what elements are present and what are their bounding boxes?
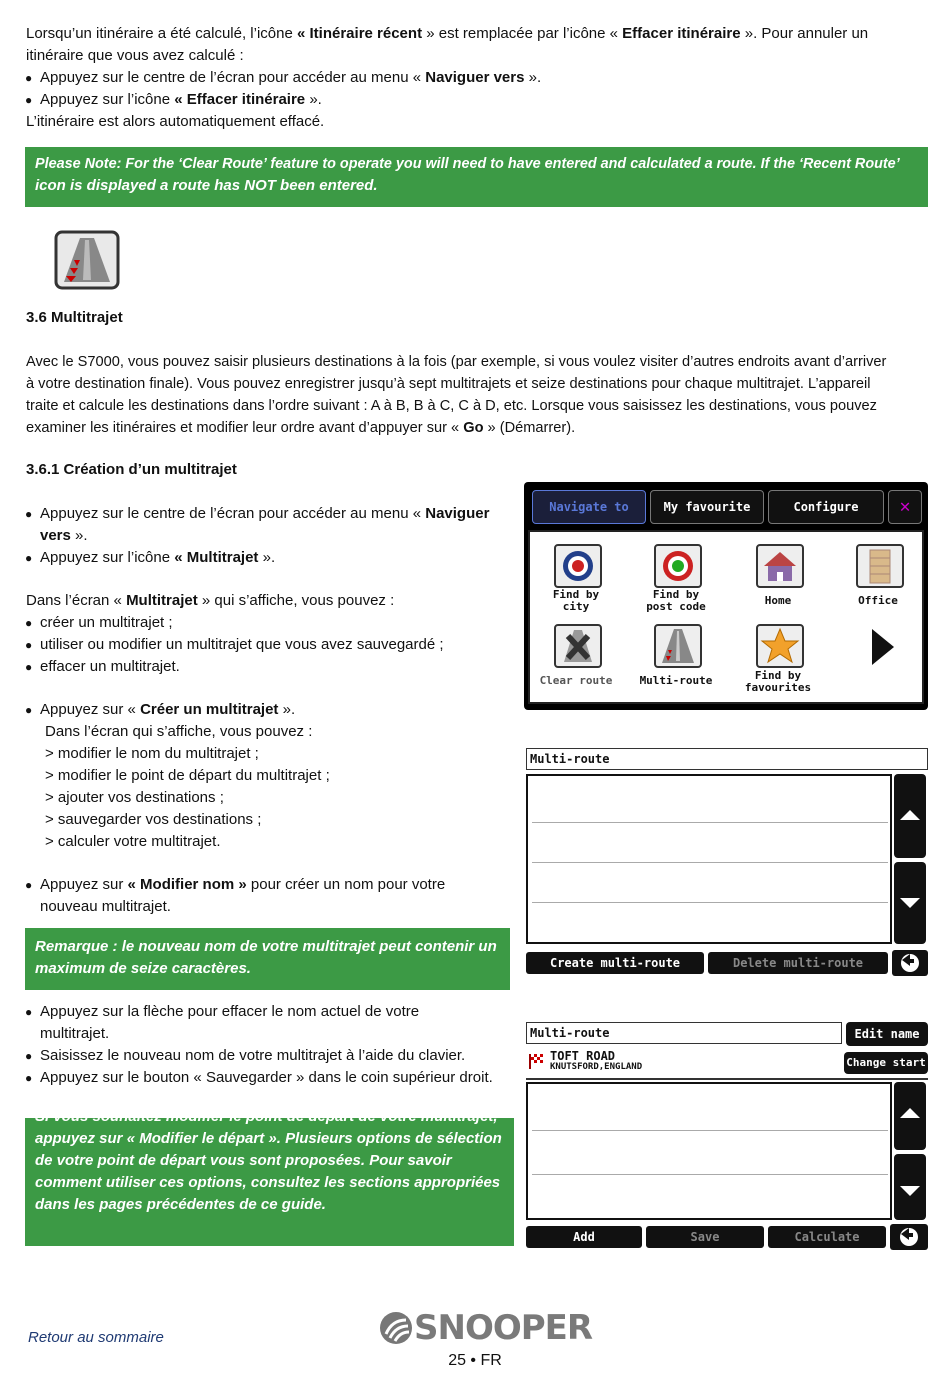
text: » qui s’affiche, vous pouvez : bbox=[197, 592, 395, 609]
text: « Effacer itinéraire bbox=[174, 91, 306, 108]
create-bullet bbox=[40, 699, 295, 721]
sub-item-3: > ajouter vos destinations ; bbox=[45, 789, 224, 806]
text: Find by bbox=[552, 588, 600, 601]
multi-route-icon[interactable] bbox=[654, 624, 702, 668]
target-blue-icon[interactable] bbox=[554, 544, 602, 588]
scroll-down-button[interactable] bbox=[894, 1154, 926, 1220]
target-green-icon[interactable] bbox=[654, 544, 702, 588]
text: Appuyez sur la flèche pour effacer le nom actuel de votre bbox=[40, 1003, 420, 1020]
clear-route-icon bbox=[54, 230, 120, 290]
screen-title: Multi-route bbox=[526, 748, 928, 770]
text: Please Note: For the ‘Clear Route’ feature to operate you will need to have entered and calculated a route. If the ‘Recent Route’ bbox=[35, 156, 900, 172]
office-icon[interactable] bbox=[856, 544, 904, 588]
text: ». bbox=[258, 549, 276, 566]
brand-name: SNOOPER bbox=[414, 1308, 593, 1348]
text: Appuyez sur bbox=[40, 876, 128, 893]
intro-conclusion: L’itinéraire est alors automatiquement effacé. bbox=[26, 113, 325, 130]
find-by-postcode-label bbox=[626, 589, 726, 613]
calculate-button[interactable]: Calculate bbox=[768, 1226, 886, 1248]
multitrajet-intro bbox=[26, 590, 394, 612]
tab-navigate-to[interactable]: Navigate to bbox=[532, 490, 646, 524]
home-icon[interactable] bbox=[756, 544, 804, 588]
text: ». bbox=[278, 701, 296, 718]
option-bullet-1: ● créer un multitrajet ; bbox=[40, 612, 173, 634]
text: Si vous souhaitez modifier le point de départ de votre multitrajet, bbox=[35, 1108, 498, 1125]
section-title-3-6: 3.6 Multitrajet bbox=[26, 309, 123, 326]
back-icon[interactable] bbox=[892, 950, 928, 976]
scroll-up-button[interactable] bbox=[894, 774, 926, 858]
edit-name-button[interactable]: Edit name bbox=[846, 1022, 928, 1046]
text: comment utiliser ces options, consultez les sections appropriées bbox=[35, 1174, 501, 1191]
option-bullet-3: ● effacer un multitrajet. bbox=[40, 656, 180, 678]
next-page-arrow-icon[interactable] bbox=[870, 627, 896, 667]
text: Créer un multitrajet bbox=[140, 701, 279, 718]
text: Appuyez sur l’icône bbox=[40, 91, 175, 108]
text: Go bbox=[463, 420, 484, 436]
text: Find by bbox=[652, 588, 700, 601]
text: multitrajet. bbox=[40, 1025, 110, 1042]
text: de votre point de départ vous sont proposées. Pour savoir bbox=[35, 1152, 452, 1169]
sub-item-4: > sauvegarder vos destinations ; bbox=[45, 811, 262, 828]
scroll-up-button[interactable] bbox=[894, 1082, 926, 1150]
star-icon[interactable] bbox=[756, 624, 804, 668]
sub-item-5: > calculer votre multitrajet. bbox=[45, 833, 221, 850]
back-to-contents-link[interactable]: Retour au sommaire bbox=[28, 1329, 164, 1346]
text: maximum de seize caractères. bbox=[35, 960, 251, 977]
find-by-favourites-label bbox=[728, 670, 828, 694]
page-number: 25 • FR bbox=[448, 1352, 502, 1369]
text: Appuyez sur « bbox=[40, 701, 141, 718]
list-divider bbox=[532, 1174, 888, 1175]
intro-bullet-1 bbox=[40, 67, 541, 89]
change-start-button[interactable]: Change start bbox=[844, 1052, 928, 1074]
step-bullet-1 bbox=[40, 503, 500, 547]
text: Avec le S7000, vous pouvez saisir plusieurs destinations à la fois (par exemple, si vous voulez visiter d’autres endroits avant d’arriver bbox=[26, 354, 887, 370]
find-by-city-label bbox=[526, 589, 626, 613]
list-divider bbox=[532, 1130, 888, 1131]
intro-paragraph bbox=[26, 23, 926, 67]
step-save: ● Appuyez sur le bouton « Sauvegarder » dans le coin supérieur droit. bbox=[40, 1067, 493, 1089]
text: « Multitrajet bbox=[174, 549, 259, 566]
tab-configure[interactable]: Configure bbox=[768, 490, 884, 524]
list-divider bbox=[532, 862, 888, 863]
text: TOFT ROAD bbox=[550, 1049, 616, 1063]
destination-list[interactable] bbox=[526, 1082, 892, 1220]
snooper-logo bbox=[378, 1308, 593, 1348]
text: » est remplacée par l’icône « bbox=[422, 25, 623, 42]
text: Dans l’écran « bbox=[26, 592, 127, 609]
menu-panel bbox=[528, 530, 924, 704]
route-list[interactable] bbox=[526, 774, 892, 944]
close-icon[interactable]: ✕ bbox=[888, 490, 922, 524]
start-point-address bbox=[550, 1050, 642, 1072]
step-enter-name: ● Saisissez le nouveau nom de votre multitrajet à l’aide du clavier. bbox=[40, 1045, 465, 1067]
note-change-start bbox=[25, 1108, 514, 1246]
modify-name-bullet bbox=[40, 874, 510, 918]
step-erase-name bbox=[40, 1001, 510, 1045]
text: « Itinéraire récent bbox=[297, 25, 423, 42]
text: pour créer un nom pour votre bbox=[246, 876, 446, 893]
list-divider bbox=[532, 902, 888, 903]
tab-my-favourite[interactable]: My favourite bbox=[650, 490, 764, 524]
delete-multi-route-button[interactable]: Delete multi-route bbox=[708, 952, 888, 974]
text: » (Démarrer). bbox=[483, 420, 576, 436]
sub-item-2: > modifier le point de départ du multitrajet ; bbox=[45, 767, 330, 784]
snooper-logo-icon bbox=[378, 1310, 414, 1346]
note-clear-route bbox=[25, 147, 928, 207]
text: dans les pages précédentes de ce guide. bbox=[35, 1196, 326, 1213]
text: nouveau multitrajet. bbox=[40, 898, 171, 915]
text: post code bbox=[646, 600, 706, 613]
home-label: Home bbox=[764, 594, 792, 607]
divider bbox=[526, 1078, 928, 1080]
text: examiner les itinéraires et modifier leur ordre avant d’appuyer sur « bbox=[26, 420, 464, 436]
text: ». Pour annuler un bbox=[740, 25, 869, 42]
save-button[interactable]: Save bbox=[646, 1226, 764, 1248]
text: Multitrajet bbox=[126, 592, 198, 609]
note-name-length bbox=[25, 928, 510, 990]
clear-route-label: Clear route bbox=[539, 674, 613, 687]
text: traite et calcule les destinations dans l’ordre suivant : A à B, B à C, C à D, etc. Lorsque vous saisissez les destinations, vous pouvez bbox=[26, 398, 877, 414]
list-divider bbox=[532, 822, 888, 823]
option-bullet-2: ● utiliser ou modifier un multitrajet que vous avez sauvegardé ; bbox=[40, 634, 444, 656]
section-title-3-6-1: 3.6.1 Création d’un multitrajet bbox=[26, 461, 237, 478]
text: Lorsqu’un itinéraire a été calculé, l’icône bbox=[26, 25, 297, 42]
text: appuyez sur « Modifier le départ ». Plusieurs options de sélection bbox=[35, 1130, 502, 1147]
text: Naviguer vers bbox=[425, 69, 525, 86]
office-label: Office bbox=[858, 594, 898, 607]
text: vers bbox=[40, 527, 71, 544]
text: ». bbox=[305, 91, 322, 108]
back-icon[interactable] bbox=[890, 1224, 928, 1250]
multi-route-list-screen bbox=[524, 746, 928, 978]
intro-bullet-2 bbox=[40, 89, 322, 111]
create-multi-route-button[interactable]: Create multi-route bbox=[526, 952, 704, 974]
text: Appuyez sur l’icône bbox=[40, 549, 175, 566]
text: Appuyez sur le centre de l’écran pour accéder au menu « bbox=[40, 505, 426, 522]
text: icon is displayed a route has NOT been entered. bbox=[35, 177, 378, 194]
text: Find by bbox=[754, 669, 802, 682]
text: itinéraire que vous avez calculé : bbox=[26, 47, 244, 64]
step-bullet-2 bbox=[40, 547, 275, 569]
text: « Modifier nom » bbox=[127, 876, 247, 893]
text: favourites bbox=[744, 681, 812, 694]
section-3-6-body bbox=[26, 351, 936, 439]
route-name-field[interactable]: Multi-route bbox=[526, 1022, 842, 1044]
text: Naviguer bbox=[425, 505, 490, 522]
text: Remarque : le nouveau nom de votre multitrajet peut contenir un bbox=[35, 938, 497, 955]
add-button[interactable]: Add bbox=[526, 1226, 642, 1248]
multi-route-label: Multi-route bbox=[639, 674, 713, 687]
navigate-menu-screen bbox=[524, 482, 928, 710]
text: ». bbox=[70, 527, 88, 544]
clear-route-icon[interactable] bbox=[554, 624, 602, 668]
multi-route-edit-screen bbox=[524, 1020, 928, 1252]
create-sub-intro: Dans l’écran qui s’affiche, vous pouvez : bbox=[45, 723, 313, 740]
scroll-down-button[interactable] bbox=[894, 862, 926, 944]
sub-item-1: > modifier le nom du multitrajet ; bbox=[45, 745, 259, 762]
text: KNUTSFORD,ENGLAND bbox=[550, 1062, 643, 1072]
text: Effacer itinéraire bbox=[622, 25, 741, 42]
text: city bbox=[562, 600, 590, 613]
text: à votre destination finale). Vous pouvez enregistrer jusqu’à sept multitrajets et seize destinations pour chaque multitrajet. L’appareil bbox=[26, 376, 871, 392]
chequered-flag-icon bbox=[528, 1052, 546, 1070]
text: Appuyez sur le centre de l’écran pour accéder au menu « bbox=[40, 69, 426, 86]
text: ». bbox=[524, 69, 542, 86]
